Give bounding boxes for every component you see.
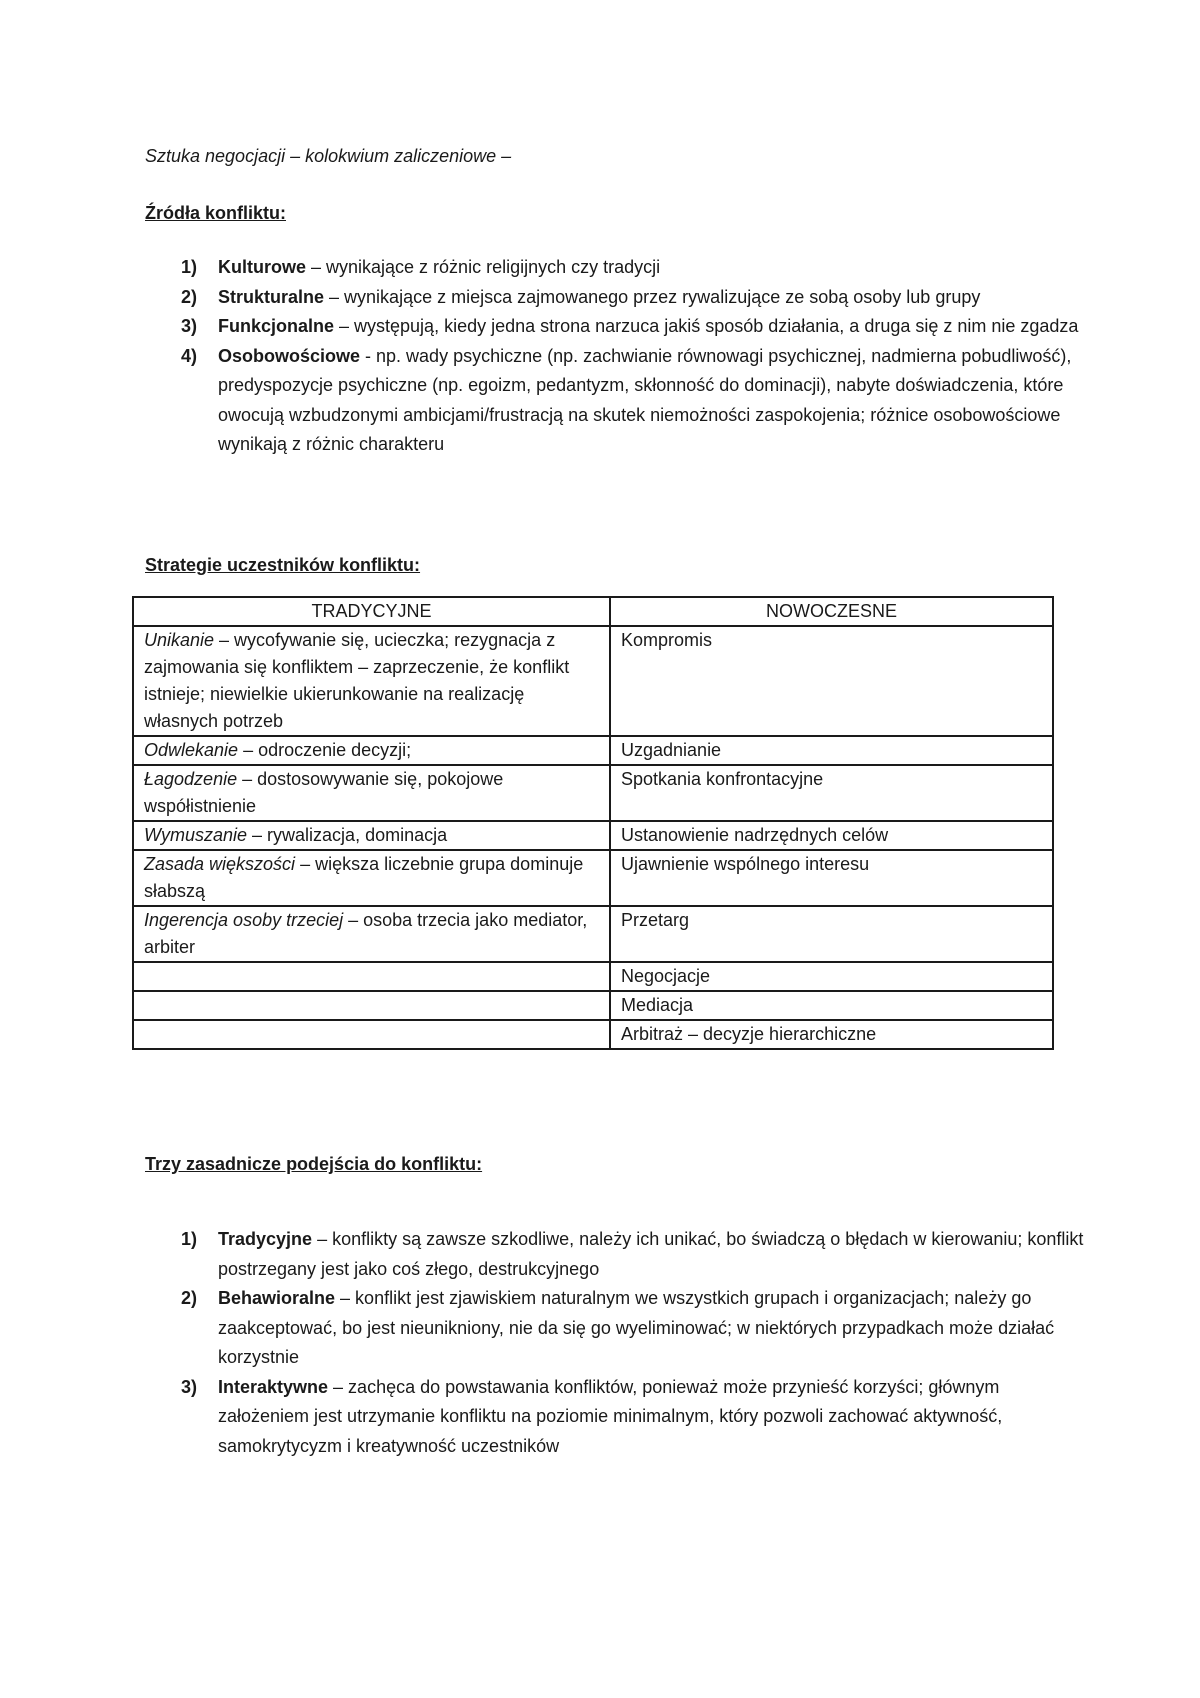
list-item: [145, 283, 1085, 313]
table-cell-traditional: [133, 906, 610, 962]
sources-list: [145, 253, 1085, 460]
table-cell-traditional-empty: [133, 1020, 610, 1049]
strategies-table: [132, 596, 1054, 1050]
item-term: Strukturalne: [218, 286, 325, 307]
strategy-description: – rywalizacja, dominacja: [247, 825, 448, 845]
table-cell-modern: Ujawnienie wspólnego interesu: [610, 850, 1053, 906]
table-row: [133, 736, 1053, 765]
strategies-heading: Strategie uczestników konfliktu:: [145, 555, 421, 575]
table-cell-modern: Przetarg: [610, 906, 1053, 962]
strategy-term: Wymuszanie: [144, 825, 248, 845]
table-row: [133, 962, 1053, 991]
item-text: – konflikty są zawsze szkodliwe, należy ich unikać, bo świadczą o błędach w kierowaniu; konflikt postrzegany jest jako coś złego, destrukcyjnego: [218, 1229, 1084, 1279]
table-row: [133, 626, 1053, 736]
table-cell-traditional-empty: [133, 991, 610, 1020]
table-cell-modern: Arbitraż – decyzje hierarchiczne: [610, 1020, 1053, 1049]
table-row: [133, 991, 1053, 1020]
list-item: [145, 342, 1085, 460]
approaches-list: [145, 1225, 1085, 1461]
strategy-description: – dostosowywanie się, pokojowe współistnienie: [144, 769, 504, 816]
item-text: – zachęca do powstawania konfliktów, ponieważ może przynieść korzyści; głównym założeniem jest utrzymanie konfliktu na poziomie minimalnym, który pozwoli zachować aktywność, samokrytycyzm i kreatywność uczestników: [218, 1376, 1003, 1456]
item-number: 4): [181, 345, 198, 366]
table-cell-traditional: [133, 736, 610, 765]
item-number: 3): [181, 316, 198, 336]
item-number: 1): [181, 1229, 198, 1249]
item-term: Behawioralne: [218, 1288, 336, 1308]
item-term: Kulturowe: [218, 257, 306, 277]
column-header-traditional: TRADYCYJNE: [133, 597, 610, 626]
item-number: 1): [181, 257, 198, 277]
table-cell-traditional: [133, 765, 610, 821]
document-title: Sztuka negocjacji – kolokwium zaliczeniowe –: [145, 146, 512, 166]
table-row: [133, 906, 1053, 962]
list-item: [145, 312, 1085, 342]
strategy-term: Odwlekanie: [144, 740, 239, 760]
item-text: – konflikt jest zjawiskiem naturalnym we wszystkich grupach i organizacjach; należy go zaakceptować, bo jest nieunikniony, nie da się go wyeliminować; w niektórych przypadkach może działać korzystnie: [218, 1288, 1055, 1367]
strategy-description: – większa liczebnie grupa dominuje słabszą: [144, 854, 584, 901]
column-header-modern: NOWOCZESNE: [610, 597, 1053, 626]
strategy-description: – odroczenie decyzji;: [238, 740, 412, 760]
table-row: [133, 765, 1053, 821]
item-text: – występują, kiedy jedna strona narzuca jakiś sposób działania, a druga się z nim nie zgadza: [334, 316, 1079, 336]
table-cell-traditional-empty: [133, 962, 610, 991]
item-text: – wynikające z różnic religijnych czy tradycji: [306, 257, 661, 277]
list-item: [145, 1284, 1085, 1373]
strategy-term: Ingerencja osoby trzeciej: [144, 910, 344, 930]
item-term: Funkcjonalne: [218, 316, 335, 336]
list-item: [145, 1373, 1085, 1462]
item-text: - np. wady psychiczne (np. zachwianie równowagi psychicznej, nadmierna pobudliwość), predyspozycje psychiczne (np. egoizm, pedantyzm, skłonność do dominacji), nabyte doświadczenia, które owocują wzbudzonymi ambicjami/frustracją na skutek niemożności zaspokojenia; różnice osobowościowe wynikają z różnic charakteru: [218, 345, 1072, 454]
item-number: 2): [181, 1288, 198, 1308]
sources-heading: Źródła konfliktu:: [145, 203, 286, 223]
table-row: [133, 850, 1053, 906]
list-item: [145, 253, 1085, 283]
approaches-heading: Trzy zasadnicze podejścia do konfliktu:: [145, 1154, 483, 1174]
strategy-term: Łagodzenie: [144, 769, 238, 789]
table-cell-modern: Ustanowienie nadrzędnych celów: [610, 821, 1053, 850]
table-cell-modern: Mediacja: [610, 991, 1053, 1020]
table-cell-modern: Uzgadnianie: [610, 736, 1053, 765]
strategy-description: – wycofywanie się, ucieczka; rezygnacja z zajmowania się konfliktem – zaprzeczenie, że konflikt istnieje; niewielkie ukierunkowanie na realizację własnych potrzeb: [144, 630, 570, 731]
table-cell-traditional: [133, 850, 610, 906]
table-row: [133, 1020, 1053, 1049]
item-term: Interaktywne: [218, 1376, 329, 1397]
strategy-term: Zasada większości: [144, 854, 296, 874]
table-cell-traditional: [133, 626, 610, 736]
table-header-row: [133, 597, 1053, 626]
table-cell-modern: Kompromis: [610, 626, 1053, 736]
item-number: 3): [181, 1376, 198, 1397]
table-row: [133, 821, 1053, 850]
table-cell-traditional: [133, 821, 610, 850]
strategy-description: – osoba trzecia jako mediator, arbiter: [144, 910, 588, 957]
table-cell-modern: Negocjacje: [610, 962, 1053, 991]
strategy-term: Unikanie: [144, 630, 215, 650]
table-cell-modern: Spotkania konfrontacyjne: [610, 765, 1053, 821]
list-item: [145, 1225, 1085, 1284]
item-text: – wynikające z miejsca zajmowanego przez rywalizujące ze sobą osoby lub grupy: [324, 286, 981, 307]
item-term: Tradycyjne: [218, 1229, 313, 1249]
item-number: 2): [181, 286, 198, 307]
item-term: Osobowościowe: [218, 345, 361, 366]
